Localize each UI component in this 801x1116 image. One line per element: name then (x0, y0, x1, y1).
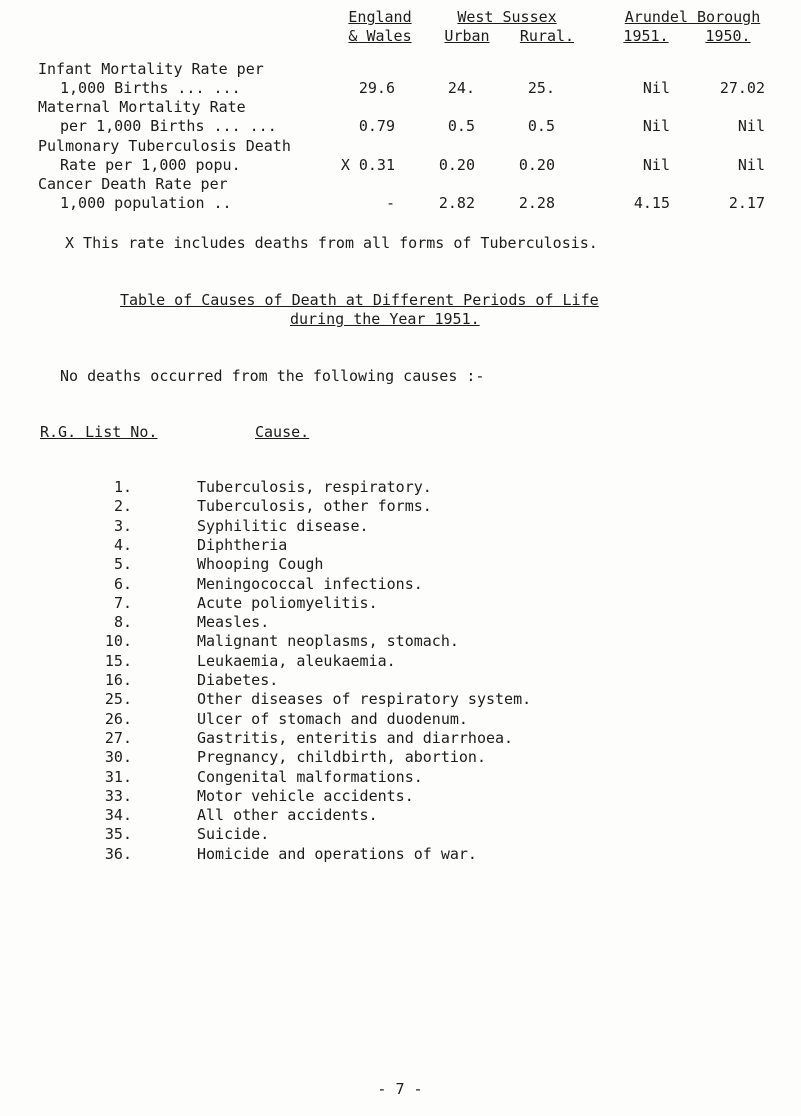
list-number: 16. (104, 671, 132, 689)
cause-text: Acute poliomyelitis. (197, 593, 378, 612)
cause-text: Syphilitic disease. (197, 516, 369, 535)
header-west-sussex: West Sussex (457, 8, 557, 26)
row-label-line1: Maternal Mortality Rate (38, 98, 246, 116)
cause-text: Leukaemia, aleukaemia. (197, 651, 396, 670)
cell-rural: 2.28 (518, 194, 555, 212)
list-number: 3. (113, 516, 132, 535)
list-number: 4. (113, 535, 132, 554)
list-number: 2. (113, 497, 132, 516)
cause-text: Tuberculosis, respiratory. (197, 478, 432, 496)
list-number: 15. (104, 651, 132, 670)
cause-text: Meningococcal infections. (197, 574, 423, 593)
header-england: England (348, 8, 412, 26)
list-number: 10. (104, 632, 132, 651)
cause-text: Congenital malformations. (197, 767, 423, 786)
list-number: 8. (113, 613, 132, 632)
cause-text: Tuberculosis, other forms. (197, 497, 432, 516)
header-rural: Rural. (519, 27, 575, 45)
causes-title: Table of Causes of Death at Different Periods of Life (120, 291, 599, 309)
row-label-line2: 1,000 Births ... ... (60, 79, 241, 97)
cell-england-wales: X 0.31 (340, 156, 395, 174)
cause-text: Malignant neoplasms, stomach. (197, 632, 459, 651)
cell-rural: 0.20 (518, 156, 555, 174)
list-number: 5. (113, 555, 132, 574)
list-number: 34. (104, 806, 132, 825)
list-number: 35. (104, 825, 132, 844)
column-header-list-no: R.G. List No. (40, 423, 158, 441)
list-number: 7. (113, 593, 132, 612)
row-label-line1: Pulmonary Tuberculosis Death (38, 137, 291, 155)
list-number: 25. (104, 690, 132, 709)
cause-text: Diphtheria (197, 535, 288, 554)
cell-england-wales: - (385, 194, 395, 212)
table-footnote: X This rate includes deaths from all forms of Tuberculosis. (65, 234, 598, 252)
cell-arundel-1950: Nil (737, 117, 765, 135)
cell-arundel-1951: 4.15 (633, 194, 670, 212)
list-number: 6. (113, 574, 132, 593)
cell-arundel-1951: Nil (642, 117, 670, 135)
cause-text: Whooping Cough (197, 555, 324, 574)
cause-text: Pregnancy, childbirth, abortion. (197, 748, 486, 767)
row-label-line2: per 1,000 Births ... ... (60, 117, 277, 135)
list-number: 31. (104, 767, 132, 786)
list-number: 30. (104, 748, 132, 767)
list-number: 27. (104, 728, 132, 747)
header-1950: 1950. (705, 27, 751, 45)
cause-text: Gastritis, enteritis and diarrhoea. (197, 728, 514, 747)
cause-text: Homicide and operations of war. (197, 844, 477, 863)
row-label-line2: Rate per 1,000 popu. (60, 156, 241, 174)
header-1951: 1951. (623, 27, 669, 45)
cell-urban: 0.20 (438, 156, 475, 174)
cause-text: Motor vehicle accidents. (197, 786, 414, 805)
cause-text: All other accidents. (197, 806, 378, 825)
cell-england-wales: 0.79 (358, 117, 395, 135)
cause-text: Diabetes. (197, 671, 279, 689)
causes-subtitle: during the Year 1951. (290, 310, 480, 328)
cell-arundel-1951: Nil (642, 156, 670, 174)
cell-arundel-1951: Nil (642, 79, 670, 97)
cell-urban: 0.5 (447, 117, 475, 135)
header-urban: Urban (444, 27, 490, 45)
column-header-cause: Cause. (255, 423, 310, 441)
cell-urban: 24. (447, 79, 475, 97)
cell-rural: 25. (527, 79, 555, 97)
cause-text: Ulcer of stomach and duodenum. (197, 709, 468, 728)
cell-arundel-1950: 27.02 (719, 79, 765, 97)
cause-text: Measles. (197, 613, 270, 632)
row-label-line2: 1,000 population .. (60, 194, 232, 212)
cause-text: Suicide. (197, 825, 270, 844)
header-arundel-borough: Arundel Borough (624, 8, 761, 26)
list-number: 26. (104, 709, 132, 728)
causes-intro: No deaths occurred from the following causes :- (60, 367, 485, 385)
cell-england-wales: 29.6 (358, 79, 395, 97)
cell-arundel-1950: Nil (737, 156, 765, 174)
list-number: 36. (104, 844, 132, 863)
cell-urban: 2.82 (438, 194, 475, 212)
cause-text: Other diseases of respiratory system. (197, 690, 532, 709)
list-number: 33. (104, 786, 132, 805)
header-wales: & Wales (348, 27, 412, 45)
row-label-line1: Cancer Death Rate per (38, 175, 228, 193)
list-number: 1. (113, 478, 132, 496)
page-number: - 7 - (377, 1080, 423, 1098)
cell-arundel-1950: 2.17 (728, 194, 765, 212)
row-label-line1: Infant Mortality Rate per (38, 60, 264, 78)
cell-rural: 0.5 (527, 117, 555, 135)
